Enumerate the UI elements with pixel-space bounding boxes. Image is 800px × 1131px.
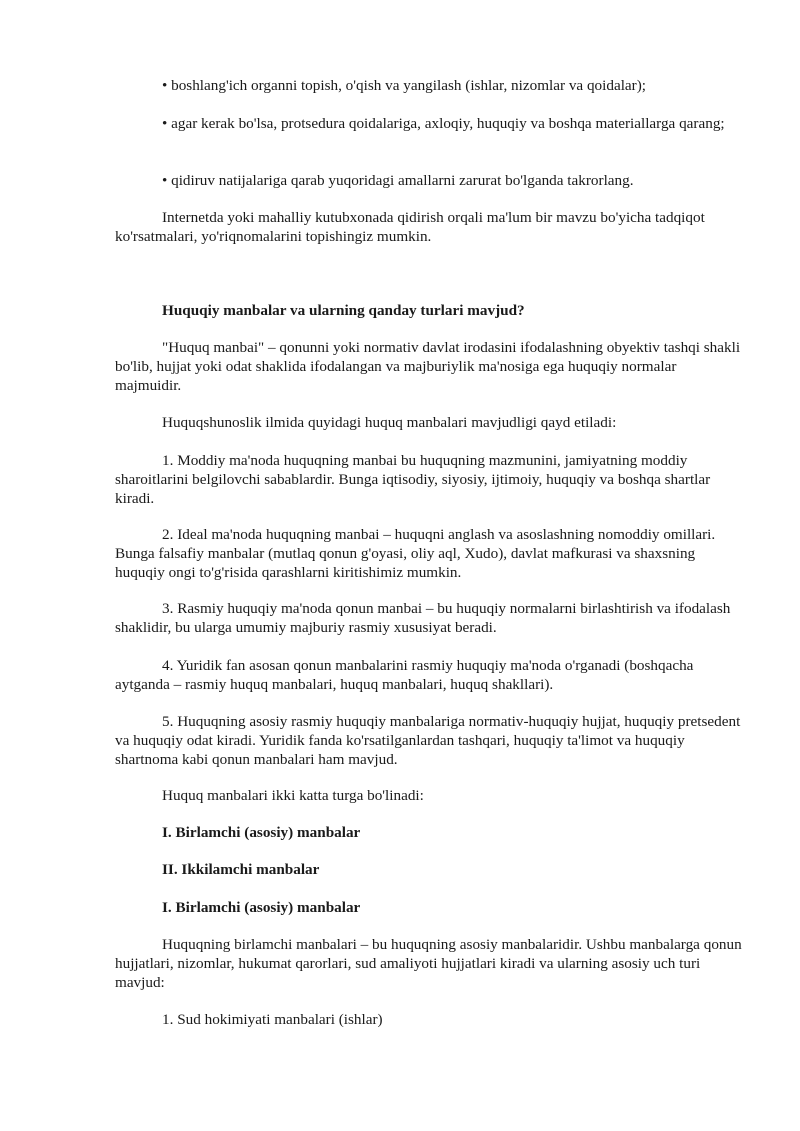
section-heading: Huquqiy manbalar va ularning qanday turlari mavjud? bbox=[162, 302, 525, 319]
bullet-paragraph: • qidiruv natijalariga qarab yuqoridagi amallarni zarurat bo'lganda takrorlang. bbox=[162, 172, 634, 189]
subheading: I. Birlamchi (asosiy) manbalar bbox=[162, 824, 361, 841]
body-paragraph: Huquqshunoslik ilmida quyidagi huquq manbalari mavjudligi qayd etiladi: bbox=[162, 414, 617, 431]
bullet-paragraph: • agar kerak bo'lsa, protsedura qoidalariga, axloqiy, huquqiy va boshqa materiallarga qarang; bbox=[162, 115, 725, 132]
body-paragraph: Huquq manbalari ikki katta turga bo'linadi: bbox=[162, 787, 424, 804]
list-paragraph: 5. Huquqning asosiy rasmiy huquqiy manbalariga normativ-huquqiy hujjat, huquqiy pretsedent va huquqiy odat kiradi. Yuridik fanda ko'rsatilganlardan tashqari, huquqiy ta'limot va huquqiy shartnoma kabi qonun manbalari ham mavjud. bbox=[115, 713, 741, 768]
body-paragraph: Internetda yoki mahalliy kutubxonada qidirish orqali ma'lum bir mavzu bo'yicha tadqiqot ko'rsatmalari, yo'riqnomalarini topishingiz mumkin. bbox=[115, 209, 705, 245]
list-paragraph: 3. Rasmiy huquqiy ma'noda qonun manbai – bu huquqiy normalarni birlashtirish va ifodalash shaklidir, bu ularga umumiy majburiy rasmiy xususiyat beradi. bbox=[115, 600, 731, 636]
body-paragraph: "Huquq manbai" – qonunni yoki normativ davlat irodasini ifodalashning obyektiv tashqi shakli bo'lib, hujjat yoki odat shaklida ifodalangan va majburiylik ma'nosiga ega huquqiy normalar majmuidir. bbox=[115, 339, 741, 394]
list-paragraph: 1. Moddiy ma'noda huquqning manbai bu huquqning mazmunini, jamiyatning moddiy sharoitlarini belgilovchi sabablardir. Bunga iqtisodiy, siyosiy, ijtimoiy, huquqiy va boshqa shartlar kiradi. bbox=[115, 452, 711, 507]
subheading: II. Ikkilamchi manbalar bbox=[162, 861, 320, 878]
list-paragraph: 1. Sud hokimiyati manbalari (ishlar) bbox=[162, 1011, 383, 1028]
bullet-paragraph: • boshlang'ich organni topish, o'qish va yangilash (ishlar, nizomlar va qoidalar); bbox=[162, 77, 646, 94]
list-paragraph: 4. Yuridik fan asosan qonun manbalarini rasmiy huquqiy ma'noda o'rganadi (boshqacha aytganda – rasmiy huquq manbalari, huquq manbalari, huquq shakllari). bbox=[115, 657, 694, 693]
subheading: I. Birlamchi (asosiy) manbalar bbox=[162, 899, 361, 916]
body-paragraph: Huquqning birlamchi manbalari – bu huquqning asosiy manbalaridir. Ushbu manbalarga qonun hujjatlari, nizomlar, hukumat qarorlari, sud amaliyoti hujjatlari kiradi va ularning asosiy uch turi mavjud: bbox=[115, 936, 742, 991]
list-paragraph: 2. Ideal ma'noda huquqning manbai – huquqni anglash va asoslashning nomoddiy omillari. Bunga falsafiy manbalar (mutlaq qonun g'oyasi, oliy aql, Xudo), davlat mafkurasi va shaxsning huquqiy ongi to'g'risida qarashlarni kiritishimiz mumkin. bbox=[115, 526, 716, 581]
